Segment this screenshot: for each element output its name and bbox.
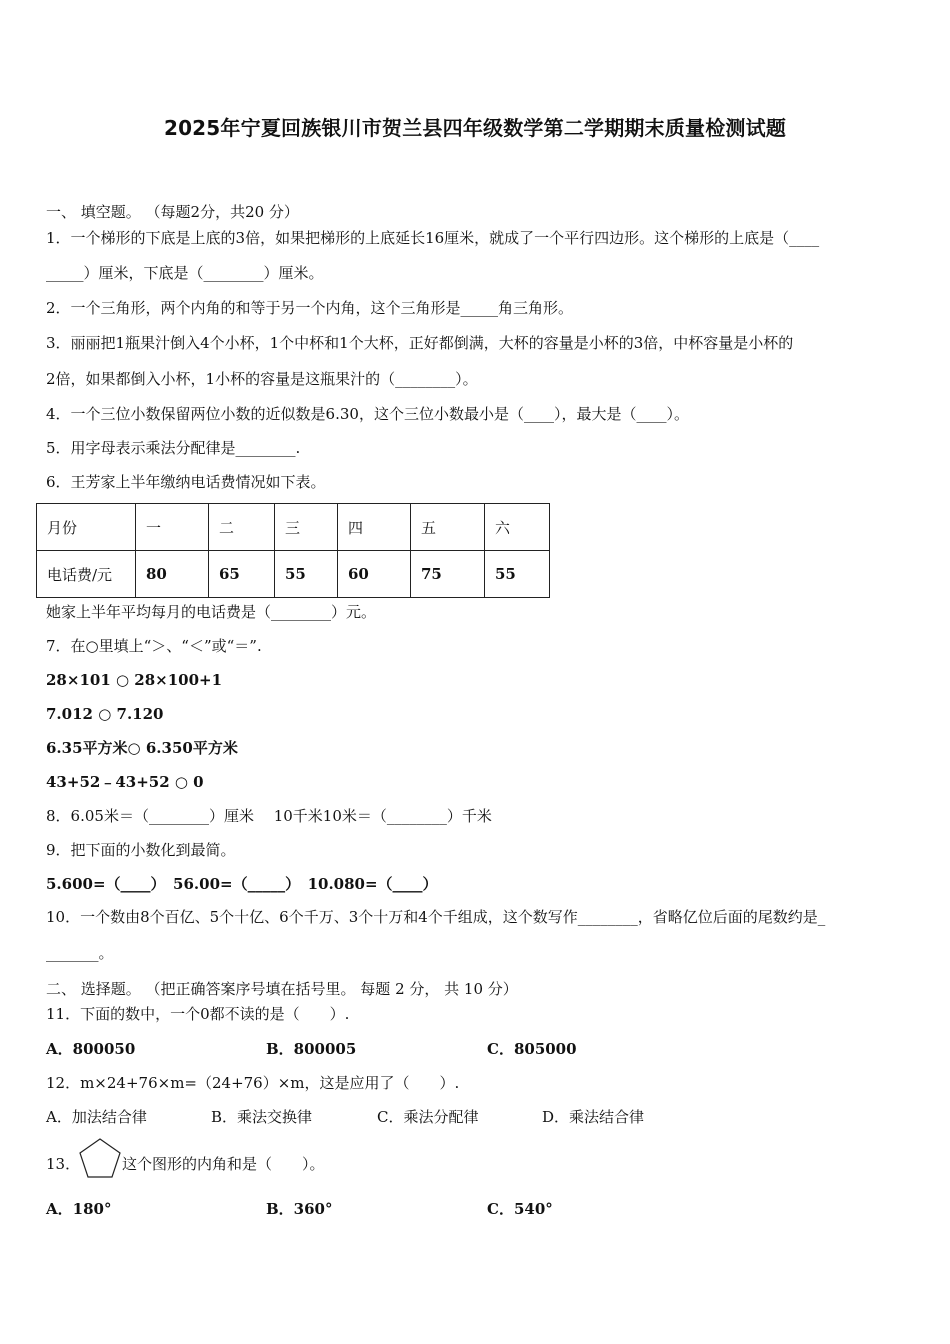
question-3-line-2: 2倍，如果都倒入小杯，1小杯的容量是这瓶果汁的（________）。	[46, 370, 478, 388]
table-cell: 60	[338, 551, 411, 598]
question-12-option-a: A．加法结合律	[46, 1108, 147, 1126]
section-1-heading: 一、 填空题。 （每题2分，共20 分）	[46, 203, 299, 221]
question-6: 6．王芳家上半年缴纳电话费情况如下表。	[46, 473, 326, 491]
question-13-option-a: A．180°	[46, 1200, 112, 1218]
table-row	[37, 551, 550, 598]
table-cell: 65	[209, 551, 275, 598]
question-7-item-4: 43+52﹣43+52 ○ 0	[46, 773, 204, 791]
table-cell: 四	[338, 504, 411, 551]
question-13-text: 这个图形的内角和是（ ）。	[122, 1155, 325, 1173]
table-cell: 电话费/元	[37, 551, 136, 598]
question-12-option-b: B．乘法交换律	[211, 1108, 313, 1126]
question-12-option-d: D．乘法结合律	[542, 1108, 645, 1126]
table-cell: 六	[485, 504, 550, 551]
question-1-line-1: 1．一个梯形的下底是上底的3倍，如果把梯形的上底延长16厘米，就成了一个平行四边形。这个梯形的上底是（____	[46, 229, 820, 247]
table-cell: 80	[136, 551, 209, 598]
question-9: 9．把下面的小数化到最简。	[46, 841, 236, 859]
question-12-option-c: C．乘法分配律	[377, 1108, 479, 1126]
question-2: 2．一个三角形，两个内角的和等于另一个内角，这个三角形是_____角三角形。	[46, 299, 574, 317]
table-cell: 月份	[37, 504, 136, 551]
question-6-prompt: 她家上半年平均每月的电话费是（________）元。	[46, 603, 377, 621]
table-cell: 三	[275, 504, 338, 551]
section-2-heading: 二、 选择题。 （把正确答案序号填在括号里。 每题 2 分， 共 10 分）	[46, 980, 518, 998]
table-cell: 五	[411, 504, 485, 551]
phone-fee-table	[36, 503, 550, 598]
table-cell: 55	[485, 551, 550, 598]
question-12: 12．m×24+76×m=（24+76）×m，这是应用了（ ）.	[46, 1074, 460, 1092]
question-11-option-b: B．800005	[266, 1040, 357, 1058]
table-cell: 55	[275, 551, 338, 598]
question-13-number: 13．	[46, 1155, 81, 1173]
question-7-item-2: 7.012 ○ 7.120	[46, 705, 164, 723]
table-header-row	[37, 504, 550, 551]
question-7-item-1: 28×101 ○ 28×100+1	[46, 671, 223, 689]
question-10-line-1: 10．一个数由8个百亿、5个十亿、6个千万、3个十万和4个千组成，这个数写作________，省略亿位后面的尾数约是_	[46, 908, 826, 926]
question-1-line-2: _____）厘米，下底是（________）厘米。	[46, 264, 324, 282]
table-cell: 一	[136, 504, 209, 551]
question-9-items: 5.600=（____） 56.00=（_____） 10.080=（____）	[46, 875, 438, 893]
question-11-option-a: A．800050	[46, 1040, 136, 1058]
question-5: 5．用字母表示乘法分配律是________.	[46, 439, 301, 457]
table-cell: 75	[411, 551, 485, 598]
question-7-item-3: 6.35平方米○ 6.350平方米	[46, 739, 238, 757]
question-7: 7．在○里填上“＞、“＜”或“＝”.	[46, 637, 262, 655]
question-3-line-1: 3．丽丽把1瓶果汁倒入4个小杯，1个中杯和1个大杯，正好都倒满，大杯的容量是小杯的3倍，中杯容量是小杯的	[46, 334, 794, 352]
table-cell: 二	[209, 504, 275, 551]
question-4: 4．一个三位小数保留两位小数的近似数是6.30，这个三位小数最小是（____），最大是（____）。	[46, 405, 689, 423]
question-10-line-2: _______。	[46, 944, 114, 962]
question-11: 11．下面的数中，一个0都不读的是（ ）.	[46, 1005, 350, 1023]
question-11-option-c: C．805000	[487, 1040, 577, 1058]
pentagon-figure	[78, 1137, 122, 1179]
page-title: 2025年宁夏回族银川市贺兰县四年级数学第二学期期末质量检测试题	[163, 116, 787, 140]
question-13-option-c: C．540°	[487, 1200, 553, 1218]
question-8: 8．6.05米＝（________）厘米 10千米10米＝（________）千米	[46, 807, 492, 825]
question-13-option-b: B．360°	[266, 1200, 333, 1218]
